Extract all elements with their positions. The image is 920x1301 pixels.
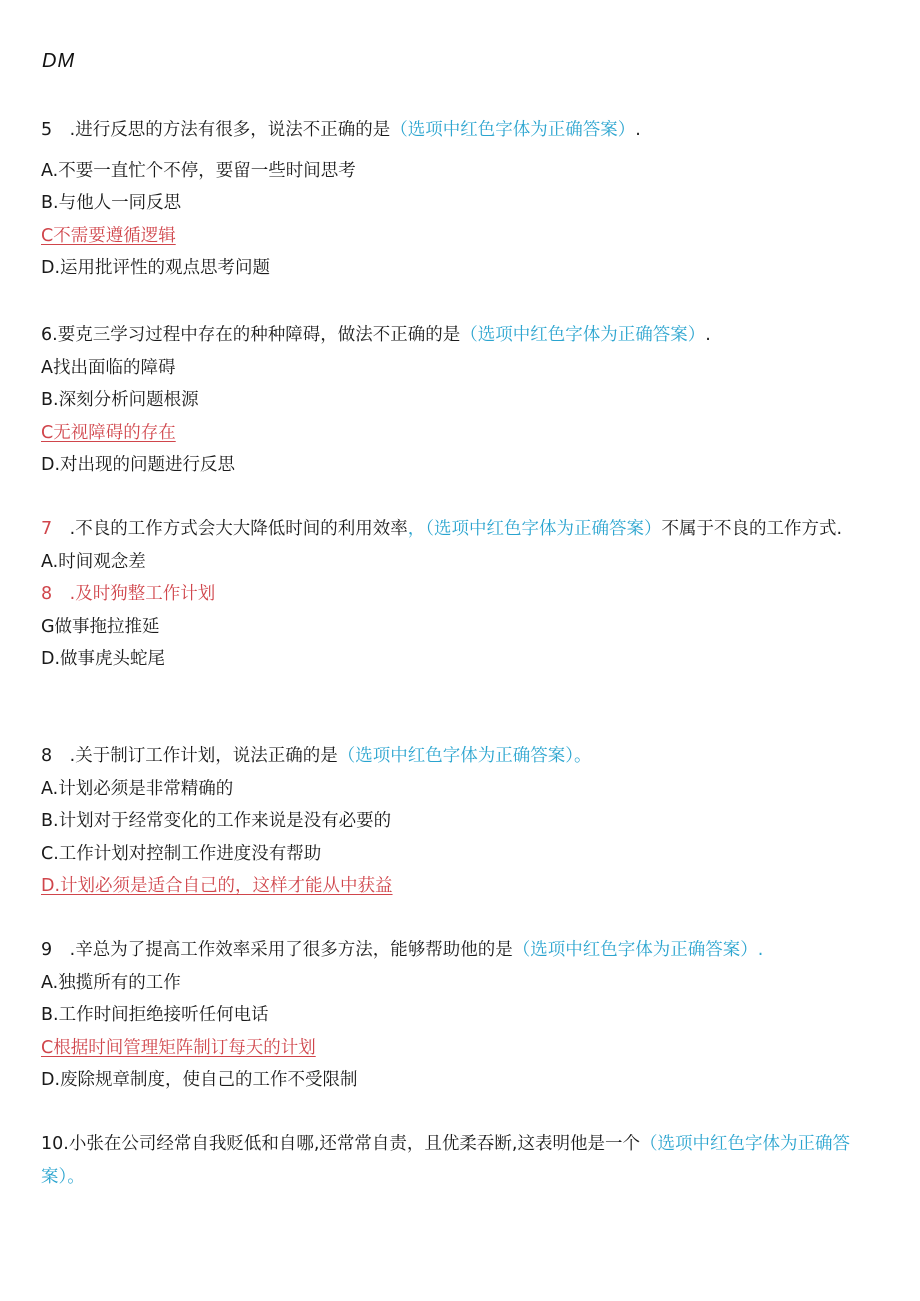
option-c-correct: C无视障碍的存在 [41, 422, 176, 443]
option-d: D.运用批评性的观点思考问题 [41, 258, 271, 278]
option-a: A.时间观念差 [41, 551, 146, 572]
option-a: A.独揽所有的工作 [41, 972, 181, 993]
answer-hint: （选项中红色字体为正确答案）. [512, 940, 764, 960]
option-c: C.工作计划对控制工作进度没有帮助 [41, 843, 322, 864]
answer-hint: （选项中红色字体为正确答案）。 [41, 1134, 850, 1187]
option-a: A.不要一直忙个不停，要留一些时间思考 [41, 160, 356, 181]
question-5 [41, 114, 881, 285]
question-9 [41, 934, 881, 1097]
question-stem: 8 .关于制订工作计划，说法正确的是（选项中红色字体为正确答案）。 [41, 746, 592, 766]
header-mark: DM [42, 50, 76, 72]
option-b: B.计划对于经常变化的工作来说是没有必要的 [41, 811, 392, 831]
option-b: B.与他人一同反思 [41, 193, 182, 213]
option-d: D.对出现的问题进行反思 [41, 455, 236, 475]
option-d: D.废除规章制度，使自己的工作不受限制 [41, 1070, 358, 1090]
question-stem: 10.小张在公司经常自我贬低和自哪,还常常自责，且优柔吞断,这表明他是一个（选项中红色字体为正确答案）。 [41, 1134, 850, 1187]
option-a: A找出面临的障碍 [41, 357, 176, 378]
question-8 [41, 740, 881, 903]
option-c: G做事拖拉推延 [41, 616, 160, 637]
option-d-correct: D.计划必须是适合自己的，这样才能从中获益 [41, 876, 393, 896]
option-c-correct: C不需要遵循逻辑 [41, 225, 176, 246]
option-c-correct: C根据时间管理矩阵制订每天的计划 [41, 1037, 316, 1058]
answer-hint: （选项中红色字体为正确答案） [460, 325, 706, 345]
option-a: A.计划必须是非常精确的 [41, 778, 234, 799]
answer-hint: （选项中红色字体为正确答案）。 [337, 746, 592, 766]
question-stem: 9 .辛总为了提高工作效率采用了很多方法，能够帮助他的是（选项中红色字体为正确答案）. [41, 940, 764, 960]
question-stem: 5 .进行反思的方法有很多，说法不正确的是（选项中红色字体为正确答案）. [41, 120, 641, 140]
option-b: B.深刻分析问题根源 [41, 390, 199, 410]
answer-hint: （选项中红色字体为正确答案） [390, 120, 636, 140]
question-6 [41, 319, 881, 482]
option-d: D.做事虎头蛇尾 [41, 649, 166, 669]
option-b-correct: 8 .及时狗整工作计划 [41, 584, 216, 604]
question-stem: 6.要克三学习过程中存在的种种障碍，做法不正确的是（选项中红色字体为正确答案）. [41, 325, 711, 345]
option-b: B.工作时间拒绝接听任何电话 [41, 1005, 269, 1025]
answer-hint: ，（选项中红色字体为正确答案） [407, 519, 662, 539]
question-10 [41, 1128, 881, 1193]
question-stem: 7 .不良的工作方式会大大降低时间的利用效率，（选项中红色字体为正确答案）不属于不良的工作方式. [41, 519, 843, 539]
question-7 [41, 513, 881, 676]
